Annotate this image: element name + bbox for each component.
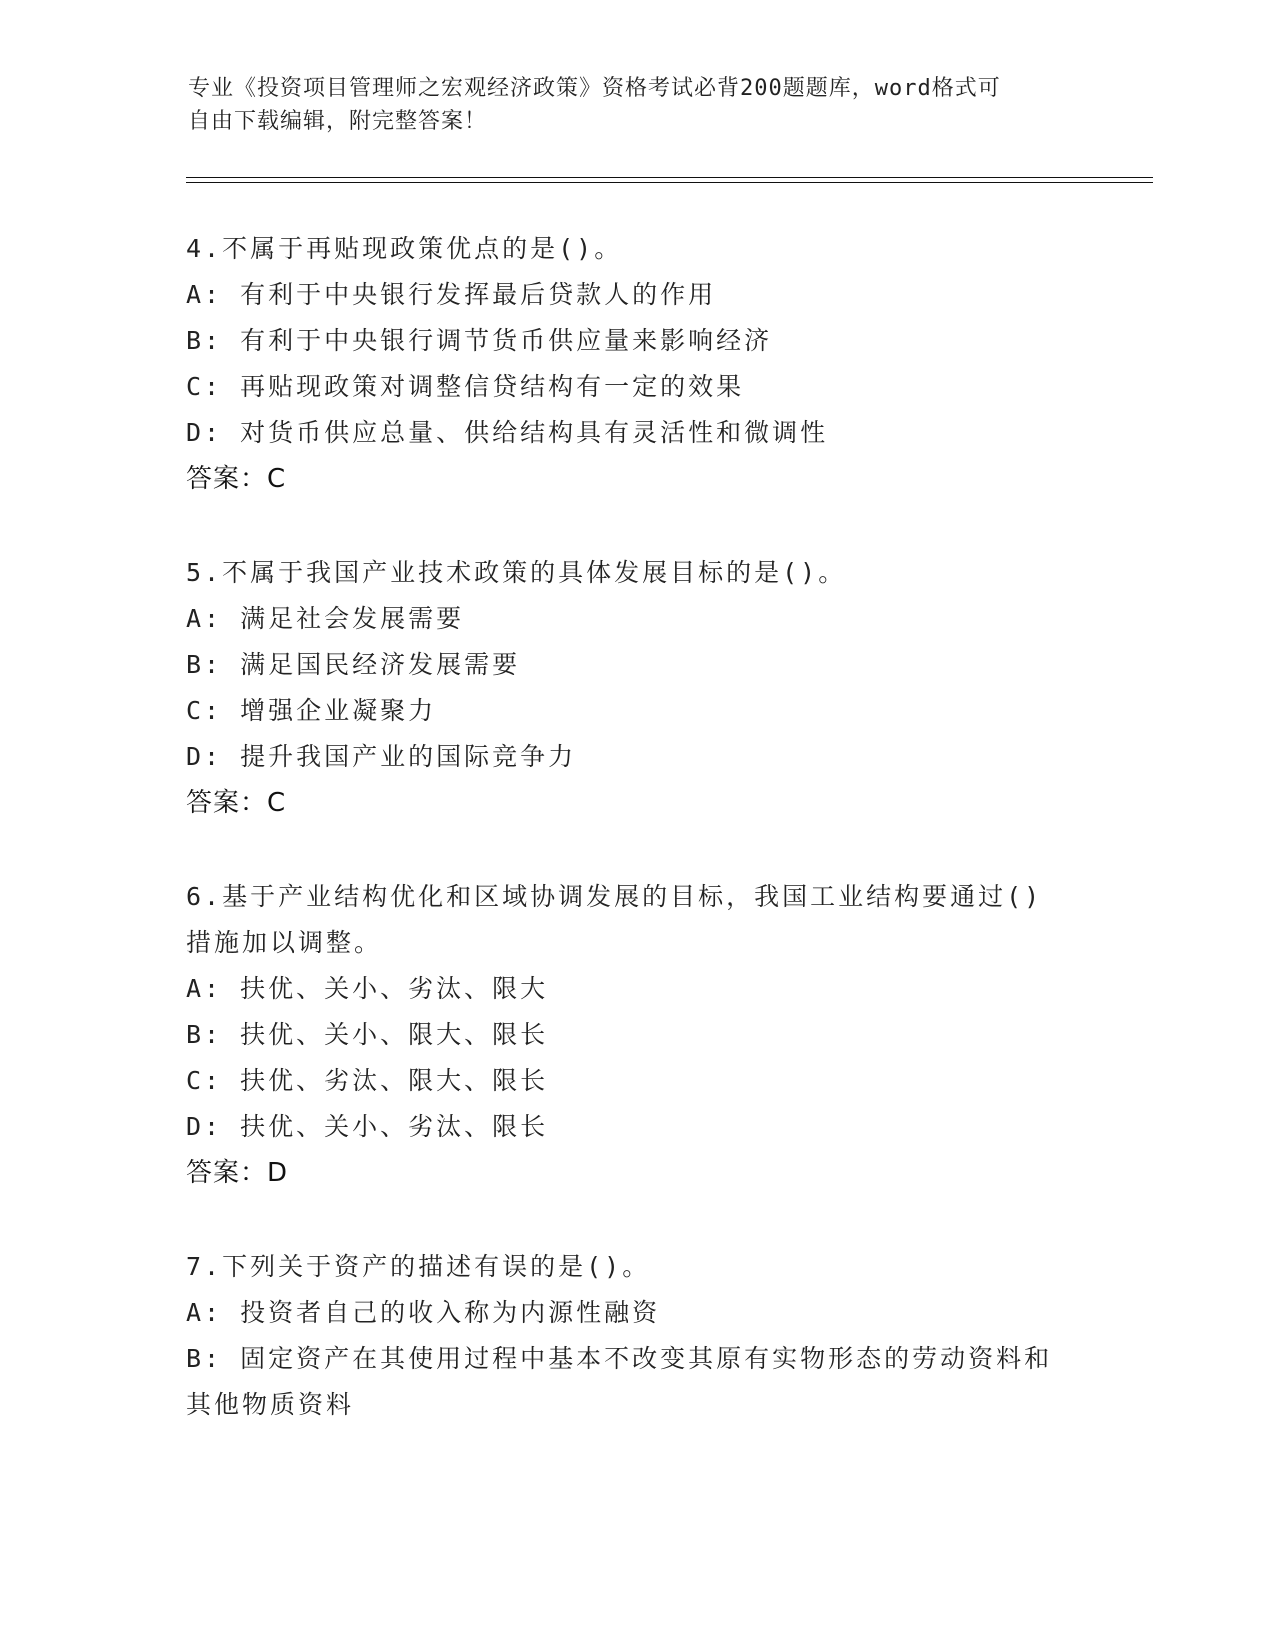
option-c: C: 扶优、劣汰、限大、限长 — [186, 1066, 549, 1095]
option-a: A: 有利于中央银行发挥最后贷款人的作用 — [186, 280, 717, 309]
question-6 — [186, 874, 1086, 1196]
option-b: B: 有利于中央银行调节货币供应量来影响经济 — [186, 326, 773, 355]
question-stem-line-1: 6.基于产业结构优化和区域协调发展的目标，我国工业结构要通过() — [186, 882, 1043, 911]
answer: 答案：C — [186, 788, 287, 818]
option-b: B: 满足国民经济发展需要 — [186, 650, 521, 679]
option-c: C: 增强企业凝聚力 — [186, 696, 437, 725]
question-list — [186, 226, 1086, 1476]
question-7 — [186, 1244, 1086, 1428]
option-d: D: 扶优、关小、劣汰、限长 — [186, 1112, 549, 1141]
question-stem: 5.不属于我国产业技术政策的具体发展目标的是()。 — [186, 558, 847, 587]
question-5 — [186, 550, 1086, 826]
answer: 答案：D — [186, 1158, 289, 1188]
header-title-line-1: 专业《投资项目管理师之宏观经济政策》资格考试必背200题题库，word格式可 — [188, 76, 1001, 101]
header-divider-bottom — [186, 182, 1153, 183]
option-d: D: 对货币供应总量、供给结构具有灵活性和微调性 — [186, 418, 829, 447]
question-stem: 7.下列关于资产的描述有误的是()。 — [186, 1252, 651, 1281]
option-b: B: 扶优、关小、限大、限长 — [186, 1020, 549, 1049]
question-stem: 4.不属于再贴现政策优点的是()。 — [186, 234, 623, 263]
header-divider-top — [186, 177, 1153, 178]
option-a: A: 扶优、关小、劣汰、限大 — [186, 974, 549, 1003]
option-b-line-1: B: 固定资产在其使用过程中基本不改变其原有实物形态的劳动资料和 — [186, 1344, 1053, 1373]
option-a: A: 投资者自己的收入称为内源性融资 — [186, 1298, 661, 1327]
question-4 — [186, 226, 1086, 502]
answer: 答案：C — [186, 464, 287, 494]
document-header — [188, 72, 1068, 138]
option-a: A: 满足社会发展需要 — [186, 604, 465, 633]
option-d: D: 提升我国产业的国际竞争力 — [186, 742, 577, 771]
question-stem-line-2: 措施加以调整。 — [186, 928, 383, 957]
option-c: C: 再贴现政策对调整信贷结构有一定的效果 — [186, 372, 745, 401]
header-title-line-2: 自由下载编辑，附完整答案！ — [188, 109, 488, 134]
option-b-line-2: 其他物质资料 — [186, 1390, 355, 1419]
